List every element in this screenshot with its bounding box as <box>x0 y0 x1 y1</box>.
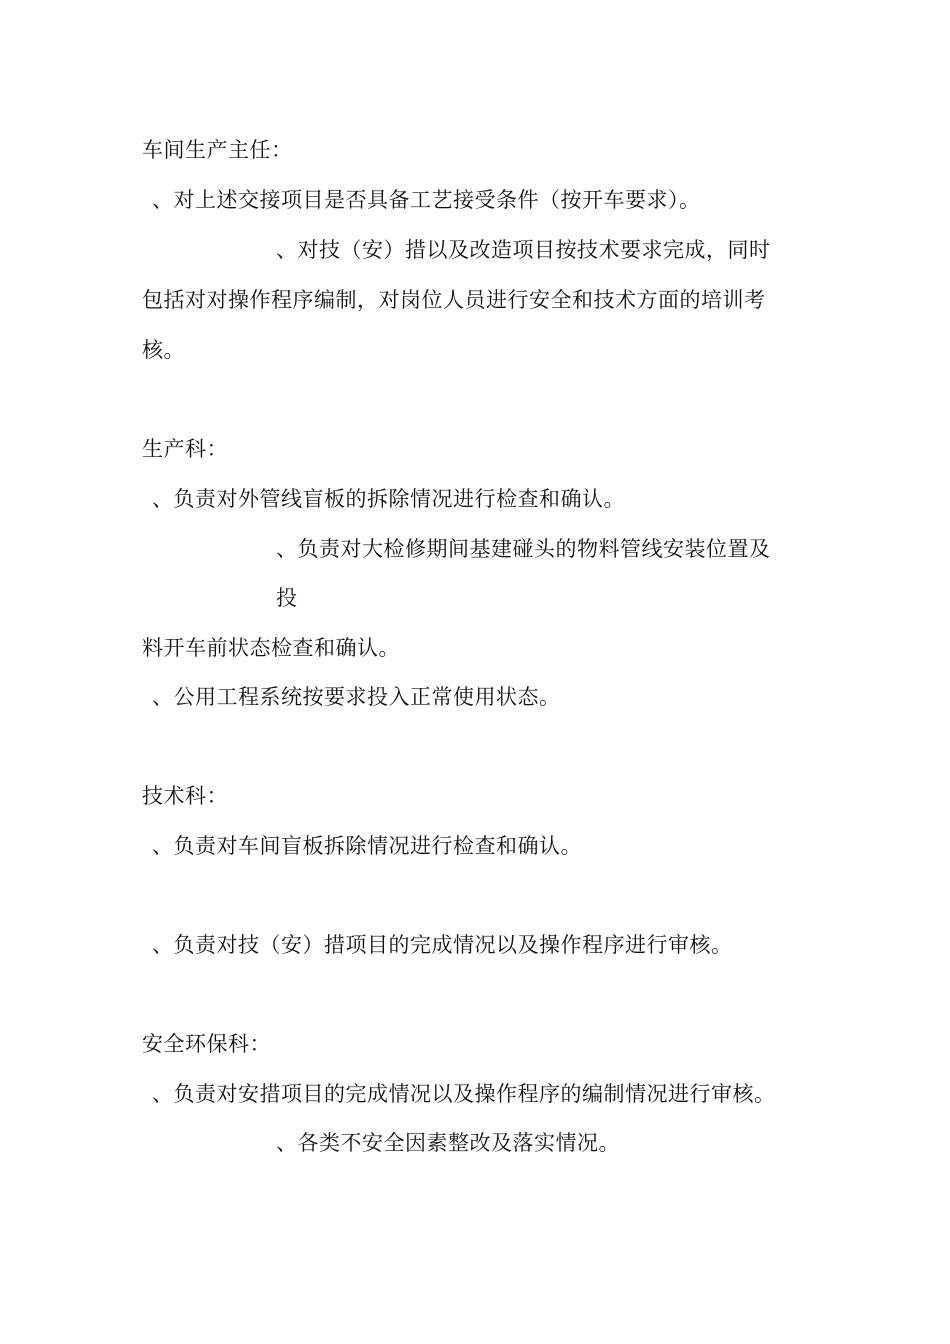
paragraph-line: 、负责对安措项目的完成情况以及操作程序的编制情况进行审核。 <box>152 1082 776 1106</box>
paragraph-line: 、对技（安）措以及改造项目按技术要求完成，同时 <box>276 238 771 262</box>
paragraph-line: 、负责对车间盲板拆除情况进行检查和确认。 <box>152 834 582 858</box>
section-heading-safety-env-dept: 安全环保科： <box>142 1032 271 1056</box>
paragraph-line: 、负责对外管线盲板的拆除情况进行检查和确认。 <box>152 487 625 511</box>
paragraph-line: 、负责对大检修期间基建碰头的物料管线安装位置及 <box>276 537 771 561</box>
paragraph-line: 核。 <box>142 338 185 362</box>
paragraph-line: 、对上述交接项目是否具备工艺接受条件（按开车要求）。 <box>152 188 701 212</box>
section-heading-workshop-director: 车间生产主任： <box>142 138 293 162</box>
section-heading-technical-dept: 技术科： <box>142 784 228 808</box>
section-heading-production-dept: 生产科： <box>142 437 228 461</box>
paragraph-line: 投 <box>276 586 298 610</box>
paragraph-line: 料开车前状态检查和确认。 <box>142 636 400 660</box>
paragraph-line: 包括对对操作程序编制，对岗位人员进行安全和技术方面的培训考 <box>142 288 766 312</box>
paragraph-line: 、公用工程系统按要求投入正常使用状态。 <box>152 685 561 709</box>
paragraph-line: 、负责对技（安）措项目的完成情况以及操作程序进行审核。 <box>152 933 733 957</box>
paragraph-line: 、各类不安全因素整改及落实情况。 <box>276 1131 620 1155</box>
